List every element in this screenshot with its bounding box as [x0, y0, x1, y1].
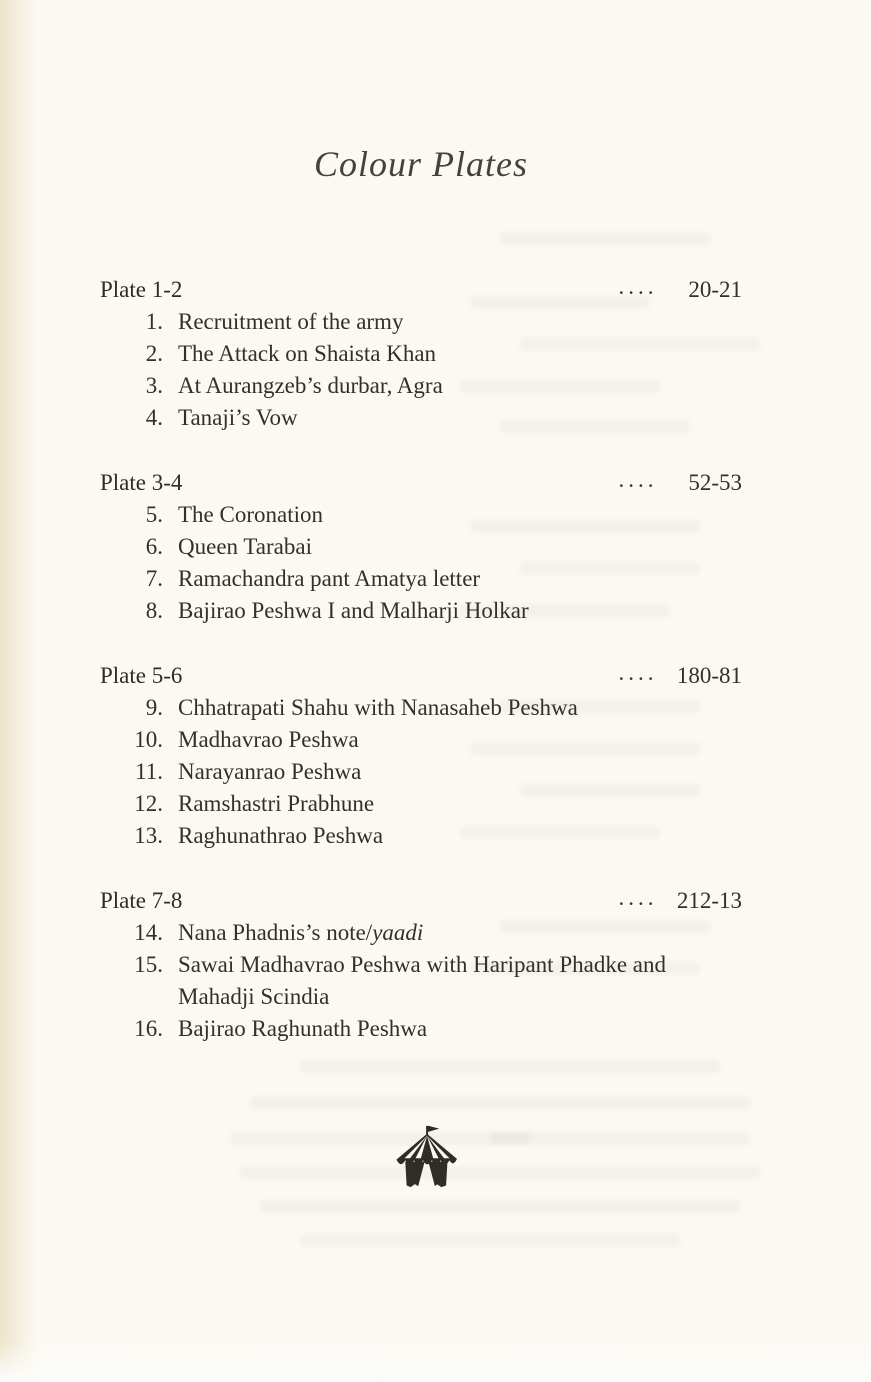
plate-heading-row — [100, 885, 742, 917]
plate-section — [100, 467, 742, 627]
show-through-smudge — [230, 1132, 530, 1145]
show-through-smudge — [250, 1096, 750, 1109]
plate-caption: The Attack on Shaista Khan — [178, 341, 437, 366]
plate-number: 9. — [145, 695, 163, 720]
plate-heading-row — [100, 274, 742, 306]
plate-number: 14. — [134, 920, 163, 945]
plate-caption: The Coronation — [178, 502, 323, 527]
page-range: 52-53 — [688, 470, 742, 495]
plate-heading-row — [100, 660, 742, 692]
dot-leaders: .... — [618, 274, 658, 299]
plate-number: 3. — [145, 373, 163, 398]
list-item — [100, 692, 742, 724]
show-through-smudge — [490, 1132, 750, 1145]
plate-caption: Raghunathrao Peshwa — [178, 823, 384, 848]
list-item — [100, 724, 742, 756]
plate-heading: Plate 1-2 — [100, 277, 183, 302]
plate-caption: Recruitment of the army — [178, 309, 404, 334]
plate-number: 10. — [134, 727, 163, 752]
page-range: 212-13 — [676, 888, 742, 913]
plate-caption: Queen Tarabai — [178, 534, 312, 559]
plate-section — [100, 660, 742, 852]
list-item — [100, 531, 742, 563]
dot-leaders: .... — [618, 660, 658, 685]
list-item — [100, 820, 742, 852]
plate-items — [100, 692, 742, 852]
list-item — [100, 949, 742, 1013]
list-item — [100, 1013, 742, 1045]
dot-leaders: .... — [618, 885, 658, 910]
plate-number: 11. — [135, 759, 163, 784]
plate-items — [100, 499, 742, 627]
dot-leaders: .... — [618, 467, 658, 492]
plate-section — [100, 274, 742, 434]
plate-caption: Ramachandra pant Amatya letter — [178, 566, 481, 591]
plate-caption: Madhavrao Peshwa — [178, 727, 359, 752]
list-item — [100, 370, 742, 402]
plate-caption: Bajirao Peshwa I and Malharji Holkar — [178, 598, 529, 623]
list-item — [100, 595, 742, 627]
plate-heading: Plate 5-6 — [100, 663, 183, 688]
plates-list — [100, 274, 742, 1078]
plate-caption: Ramshastri Prabhune — [178, 791, 375, 816]
plate-caption: Tanaji’s Vow — [178, 405, 298, 430]
plate-number: 6. — [145, 534, 163, 559]
plate-number: 2. — [145, 341, 163, 366]
plate-caption: Bajirao Raghunath Peshwa — [178, 1016, 428, 1041]
show-through-smudge — [500, 232, 710, 245]
plate-caption-italic: yaadi — [372, 920, 424, 945]
list-item — [100, 499, 742, 531]
show-through-smudge — [240, 1166, 760, 1179]
plate-caption: Chhatrapati Shahu with Nanasaheb Peshwa — [178, 695, 578, 720]
plate-number: 1. — [145, 309, 163, 334]
list-item — [100, 563, 742, 595]
plate-heading-row — [100, 467, 742, 499]
plate-caption: At Aurangzeb’s durbar, Agra — [178, 373, 443, 398]
plate-number: 15. — [134, 952, 163, 977]
plate-number: 12. — [134, 791, 163, 816]
page-range: 180-81 — [676, 663, 742, 688]
plate-number: 5. — [145, 502, 163, 527]
plate-items — [100, 306, 742, 434]
plate-caption: Sawai Madhavrao Peshwa with Haripant Phadke and Mahadji Scindia — [178, 952, 666, 1009]
tent-icon — [391, 1124, 459, 1202]
plate-caption: Nana Phadnis’s note/yaadi — [178, 920, 424, 945]
page-range: 20-21 — [688, 277, 742, 302]
show-through-smudge — [260, 1200, 740, 1213]
plate-section — [100, 885, 742, 1045]
list-item — [100, 338, 742, 370]
plate-number: 7. — [145, 566, 163, 591]
page-title: Colour Plates — [313, 144, 528, 184]
plate-heading: Plate 7-8 — [100, 888, 183, 913]
plate-items — [100, 917, 742, 1045]
list-item — [100, 788, 742, 820]
page-bottom-edge — [0, 1340, 871, 1382]
plate-number: 8. — [145, 598, 163, 623]
list-item — [100, 306, 742, 338]
list-item — [100, 402, 742, 434]
plate-heading: Plate 3-4 — [100, 470, 183, 495]
list-item — [100, 917, 742, 949]
plate-caption: Narayanrao Peshwa — [178, 759, 362, 784]
list-item — [100, 756, 742, 788]
page-gutter-shadow — [0, 0, 36, 1382]
plate-number: 16. — [134, 1016, 163, 1041]
plate-number: 13. — [134, 823, 163, 848]
plate-number: 4. — [145, 405, 163, 430]
show-through-smudge — [300, 1234, 680, 1247]
